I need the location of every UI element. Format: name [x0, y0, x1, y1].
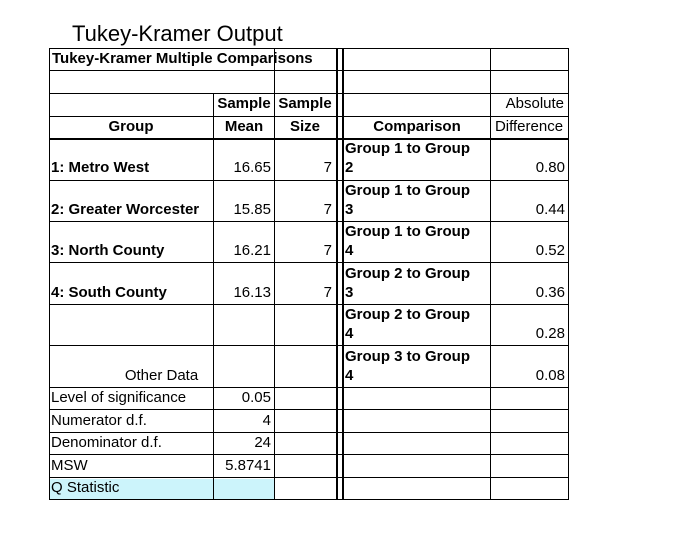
absolute-difference: 0.80: [535, 159, 565, 176]
group-name: 3: North County: [51, 242, 165, 259]
grid-line: [49, 499, 569, 500]
grid-line: [49, 70, 569, 71]
grid-line: [49, 345, 569, 346]
table-title: Tukey-Kramer Multiple Comparisons: [52, 50, 313, 67]
group-mean: 16.65: [233, 159, 271, 176]
grid-line: [49, 262, 569, 263]
comparison-label: 4: [345, 325, 354, 342]
sample-mean-header-line2: Mean: [224, 118, 264, 135]
comparison-label: Group 3 to Group: [345, 348, 470, 365]
group-name: 2: Greater Worcester: [51, 201, 200, 218]
other-data-row-value: 5.8741: [225, 457, 271, 474]
other-data-row-label: Numerator d.f.: [51, 412, 147, 429]
grid-line: [49, 116, 569, 117]
sample-mean-header-line1: Sample: [217, 95, 271, 112]
absolute-difference: 0.36: [535, 284, 565, 301]
page-title: Tukey-Kramer Output: [72, 21, 283, 46]
other-data-row-label: Denominator d.f.: [51, 434, 162, 451]
comparison-label: 4: [345, 367, 354, 384]
absolute-difference: 0.28: [535, 325, 565, 342]
grid-line: [49, 454, 569, 455]
comparison-label: 3: [345, 284, 354, 301]
comparison-label: 4: [345, 242, 354, 259]
comparison-label: Group 2 to Group: [345, 265, 470, 282]
group-name: 1: Metro West: [51, 159, 150, 176]
comparison-label: Group 1 to Group: [345, 140, 470, 157]
group-size: 7: [323, 201, 332, 218]
group-mean: 15.85: [233, 201, 271, 218]
tukey-kramer-table: [49, 48, 569, 500]
comparison-label: Group 1 to Group: [345, 182, 470, 199]
grid-line: [49, 409, 569, 410]
grid-line: [49, 477, 569, 478]
group-size: 7: [323, 284, 332, 301]
group-header: Group: [108, 118, 154, 135]
other-data-row-value: 0.05: [241, 389, 271, 406]
group-size: 7: [323, 159, 332, 176]
comparison-label: 2: [345, 159, 354, 176]
sample-size-header-line1: Sample: [278, 95, 332, 112]
grid-line: [49, 48, 569, 49]
grid-line: [49, 138, 569, 140]
group-mean: 16.21: [233, 242, 271, 259]
absolute-difference: 0.52: [535, 242, 565, 259]
absolute-difference-header-line2: Difference: [494, 118, 564, 135]
grid-line: [49, 221, 569, 222]
absolute-difference-header-line1: Absolute: [505, 95, 564, 112]
grid-line: [49, 304, 569, 305]
grid-line: [49, 387, 569, 388]
absolute-difference: 0.08: [535, 367, 565, 384]
group-mean: 16.13: [233, 284, 271, 301]
sample-size-header-line2: Size: [289, 118, 320, 135]
other-data-label: Other Data: [124, 367, 199, 384]
other-data-row-label: Level of significance: [51, 389, 187, 406]
comparison-label: Group 1 to Group: [345, 223, 470, 240]
other-data-row-label: MSW: [51, 457, 88, 474]
group-size: 7: [323, 242, 332, 259]
comparison-header: Comparison: [373, 118, 461, 135]
grid-line: [49, 93, 569, 94]
other-data-row-value: 4: [262, 412, 271, 429]
other-data-row-value: 24: [254, 434, 271, 451]
group-name: 4: South County: [51, 284, 167, 301]
q-statistic-label: Q Statistic: [51, 479, 120, 496]
comparison-label: Group 2 to Group: [345, 306, 470, 323]
comparison-label: 3: [345, 201, 354, 218]
grid-line: [49, 180, 569, 181]
grid-line: [49, 432, 569, 433]
absolute-difference: 0.44: [535, 201, 565, 218]
